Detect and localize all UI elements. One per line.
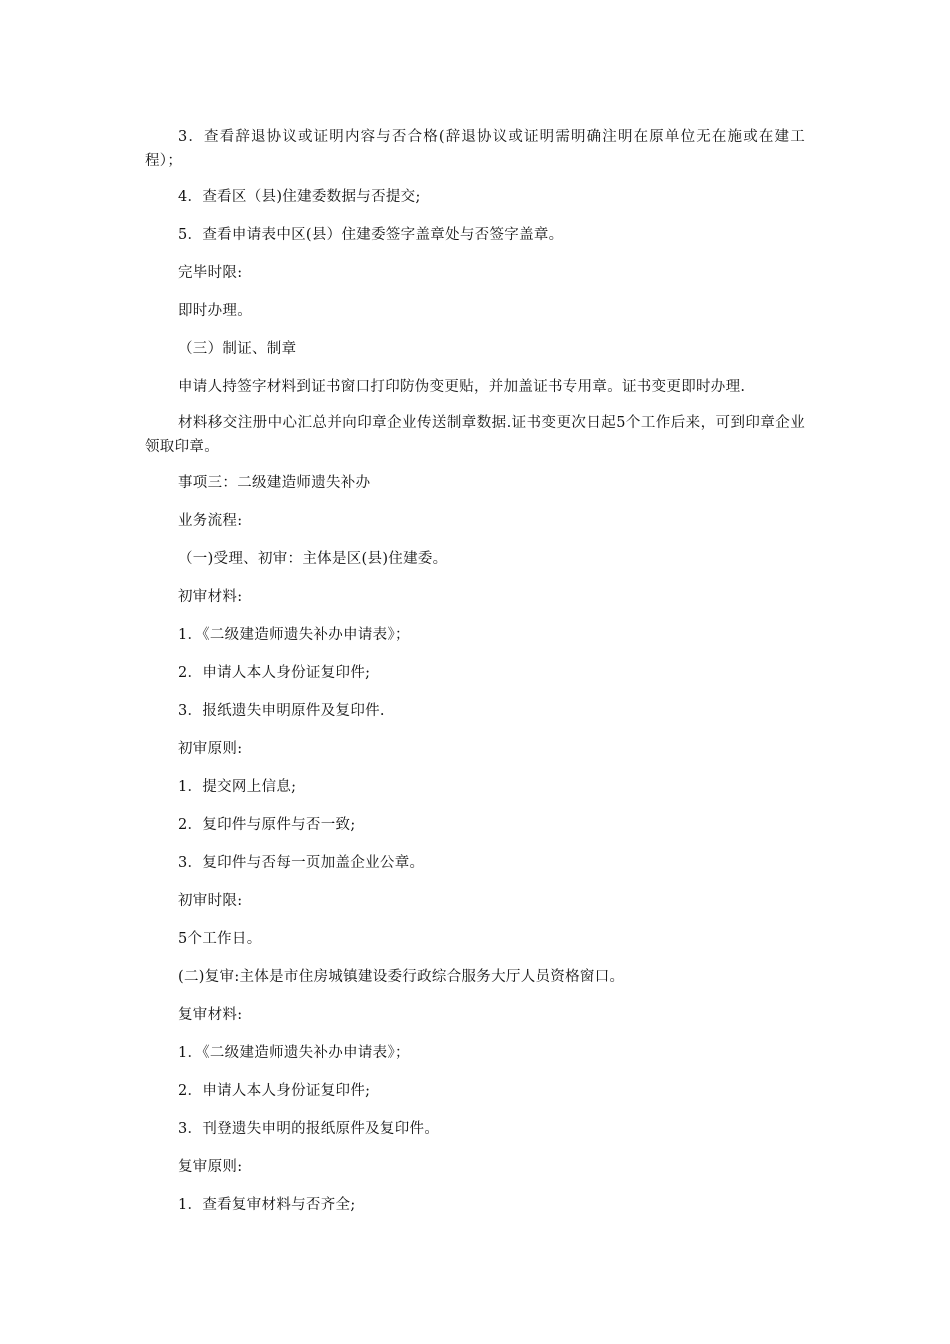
paragraph-15: 3．报纸遗失申明原件及复印件. (178, 703, 385, 719)
paragraph-11: （一)受理、初审：主体是区(县)住建委。 (178, 551, 448, 567)
paragraph-28: 1．查看复审材料与否齐全; (178, 1197, 356, 1213)
paragraph-12: 初审材料: (178, 589, 243, 605)
paragraph-1: 3．查看辞退协议或证明内容与否合格(辞退协议或证明需明确注明在原单位无在施或在建工程）； (145, 129, 805, 169)
paragraph-23: 复审材料: (178, 1007, 243, 1023)
paragraph-27: 复审原则: (178, 1159, 243, 1175)
document-body (145, 125, 805, 1231)
paragraph-24: 1．《二级建造师遗失补办申请表》； (178, 1045, 410, 1061)
paragraph-18: 2．复印件与原件与否一致; (178, 817, 356, 833)
paragraph-4: 完毕时限: (178, 265, 243, 281)
paragraph-22: (二)复审:主体是市住房城镇建设委行政综合服务大厅人员资格窗口。 (178, 969, 625, 985)
paragraph-2: 4．查看区（县)住建委数据与否提交; (178, 189, 421, 205)
paragraph-21: 5个工作日。 (178, 931, 262, 947)
paragraph-25: 2．申请人本人身份证复印件; (178, 1083, 371, 1099)
paragraph-19: 3．复印件与否每一页加盖企业公章。 (178, 855, 425, 871)
paragraph-8: 材料移交注册中心汇总并向印章企业传送制章数据.证书变更次日起5个工作后来，可到印章企业领取印章。 (145, 415, 805, 455)
paragraph-13: 1．《二级建造师遗失补办申请表》； (178, 627, 410, 643)
paragraph-7: 申请人持签字材料到证书窗口打印防伪变更贴，并加盖证书专用章。证书变更即时办理. (178, 379, 746, 395)
paragraph-17: 1．提交网上信息; (178, 779, 297, 795)
paragraph-5: 即时办理。 (178, 303, 252, 319)
paragraph-6: （三）制证、制章 (178, 341, 297, 357)
paragraph-26: 3．刊登遗失申明的报纸原件及复印件。 (178, 1121, 440, 1137)
paragraph-16: 初审原则: (178, 741, 243, 757)
paragraph-3: 5．查看申请表中区(县）住建委签字盖章处与否签字盖章。 (178, 227, 564, 243)
paragraph-9: 事项三：二级建造师遗失补办 (178, 475, 371, 491)
paragraph-20: 初审时限: (178, 893, 243, 909)
paragraph-10: 业务流程: (178, 513, 243, 529)
paragraph-14: 2．申请人本人身份证复印件; (178, 665, 371, 681)
